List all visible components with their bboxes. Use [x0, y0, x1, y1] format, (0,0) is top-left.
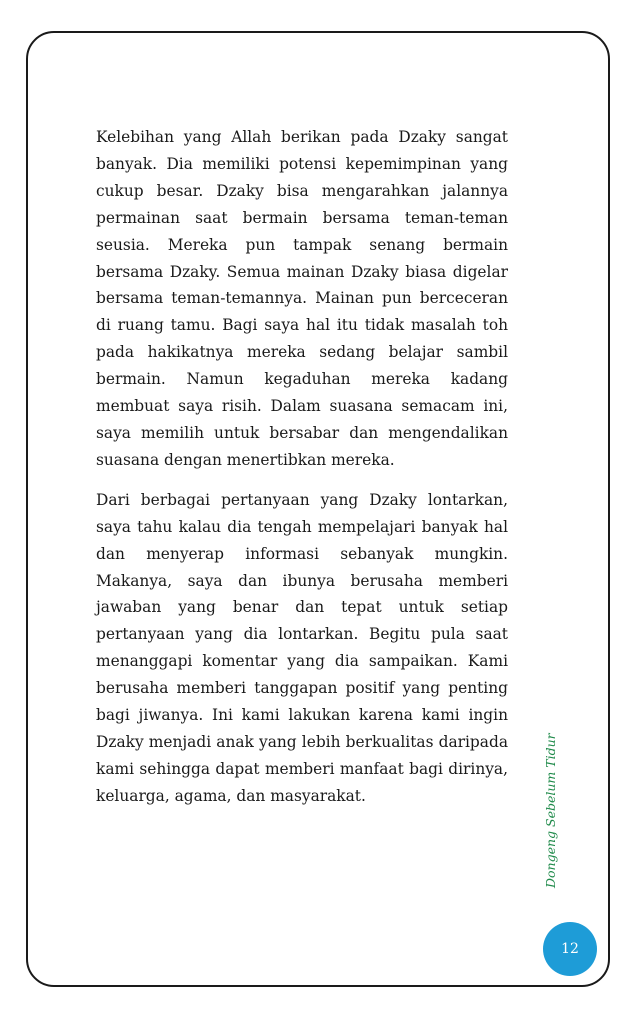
paragraph-1: Kelebihan yang Allah berikan pada Dzaky sangat banyak. Dia memiliki potensi kepemimpinan yang cukup besar. Dzaky bisa mengarahkan jalannya permainan saat bermain bersama teman-teman seusia. Mereka pun tampak senang bermain bersama Dzaky. Semua mainan Dzaky biasa digelar bersama teman-temannya. Mainan pun berceceran di ruang tamu. Bagi saya hal itu tidak masalah toh pada hakikatnya mereka sedang belajar sambil bermain. Namun kegaduhan mereka kadang membuat saya risih. Dalam suasana semacam ini, saya memilih untuk bersabar dan mengendalikan suasana dengan menertibkan mereka.: [96, 128, 508, 469]
paragraph-2: Dari berbagai pertanyaan yang Dzaky lontarkan, saya tahu kalau dia tengah mempelajari banyak hal dan menyerap informasi sebanyak mungkin. Makanya, saya dan ibunya berusaha memberi jawaban yang benar dan tepat untuk setiap pertanyaan yang dia lontarkan. Begitu pula saat menanggapi komentar yang dia sampaikan. Kami berusaha memberi tanggapan positif yang penting bagi jiwanya. Ini kami lakukan karena kami ingin Dzaky menjadi anak yang lebih berkualitas daripada kami sehingga dapat memberi manfaat bagi dirinya, keluarga, agama, dan masyarakat.: [96, 490, 508, 805]
page-number-badge: [543, 922, 597, 976]
page-number: 12: [561, 941, 579, 957]
body-text: [96, 124, 508, 823]
running-title: Dongeng Sebelum Tidur: [543, 733, 558, 888]
